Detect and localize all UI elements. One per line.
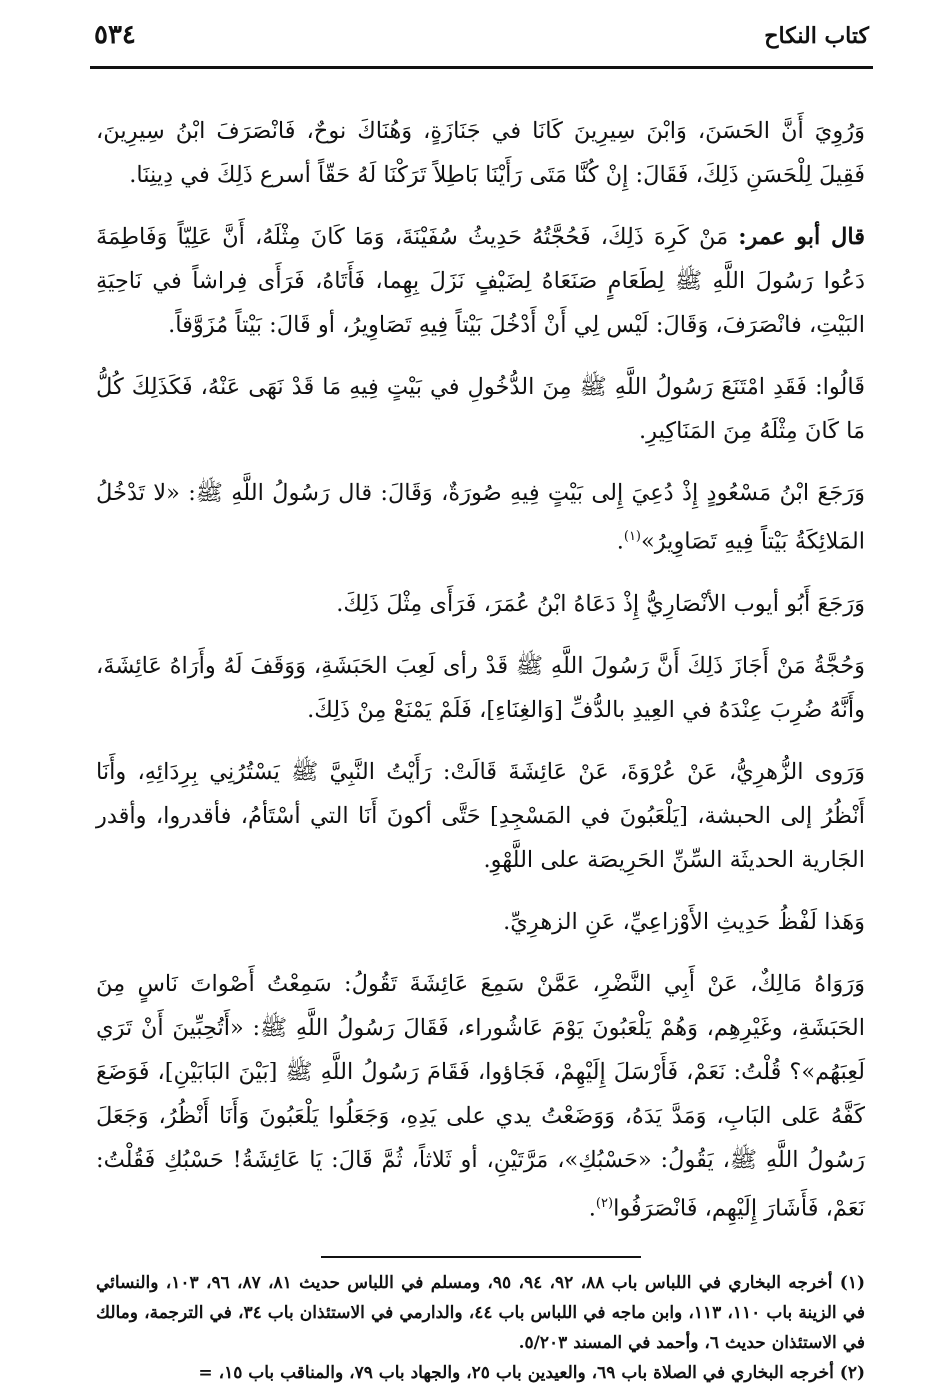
paragraph-text: وَهَذا لَفْظُ حَدِيثِ الأَوْزاعِيِّ، عَنِ الزهرِيِّ. bbox=[503, 908, 865, 935]
paragraph-3 bbox=[96, 365, 865, 453]
footnote-ref-2[interactable]: (٢) bbox=[595, 1195, 614, 1211]
footnote-2: (٢) أخرجه البخاري في الصلاة باب ٦٩، والعيدين باب ٢٥، والجهاد باب ٧٩، والمناقب باب ١٥، = bbox=[198, 1363, 865, 1383]
footnote-1: (١) أخرجه البخاري في اللباس باب ٨٨، ٩٢، ٩٤، ٩٥، ومسلم في اللباس حديث ٨١، ٨٧، ٩٦، ١٠٣، والنسائي في الزينة باب ١١٠، ١١٣، وابن ماجه في اللباس باب ٤٤، والدارمي في الاستئذان باب ٣٤، في الترجمة، ومالك في الاستئذان حديث ٦، وأحمد في المسند ٥/٢٠٣. bbox=[96, 1273, 866, 1353]
paragraph-4 bbox=[96, 471, 865, 564]
footnote-separator bbox=[321, 1256, 641, 1258]
footnote-ref-1[interactable]: (١) bbox=[623, 529, 641, 544]
main-text bbox=[96, 109, 865, 1230]
paragraph-1 bbox=[96, 109, 865, 197]
page-number: ٥٣٤ bbox=[94, 20, 136, 50]
paragraph-5 bbox=[96, 582, 865, 626]
footnotes bbox=[96, 1268, 865, 1388]
running-header bbox=[90, 20, 873, 69]
paragraph-text: قَالُوا: فَقَدِ امْتَنَعَ رَسُولُ اللَّهِ ﷺ مِنَ الدُّخُولِ في بَيْتٍ فِيهِ مَا قَدْ نَهَى عَنْهُ، فَكَذَلِكَ كُلُّ مَا كَانَ مِثْلَهُ مِنَ المَنَاكِيرِ. bbox=[96, 374, 865, 444]
paragraph-text: وَرَجَعَ أَبُو أيوب الأنْصَارِيُّ إِذْ دَعَاهُ ابْنُ عُمَرَ، فَرَأَى مِثْلَ ذَلِكَ. bbox=[336, 590, 865, 617]
paragraph-text: مَنْ كَرِهَ ذَلِكَ، فَحُجَّتُهُ حَدِيثُ سُفَيْنَةَ، وَمَا كَانَ مِثْلَهُ، أَنَّ عَلِيّاً وَفَاطِمَةَ دَعُوا رَسُولَ اللَّهِ ﷺ لِطَعَامٍ صَنَعَاهُ لِضَيْفٍ نَزَلَ بِهِما، فَأَتَاهُ، فَرَأَى فِراشاً في نَاحِيَةِ البَيْتِ، فانْصَرَفَ، وَقَالَ: لَيْس لِي أَنْ أَدْخُلَ بَيْتاً فِيهِ تَصَاوِيرُ، أو قَالَ: بَيْتاً مُزَوَّقاً. bbox=[96, 224, 865, 338]
paragraph-text: وَرَوى الزُّهرِيُّ، عَنْ عُرْوَةَ، عَنْ عَائِشَةَ قَالَتْ: رَأَيْتُ النَّبِيَّ ﷺ يَسْتُرُنِي بِرِدَائِهِ، وأَنَا أَنْظُرُ إلى الحبشة، [يَلْعَبُونَ في المَسْجِدِ] حَتَّى أكونَ أَنَا التي أسْتَأمُ، فأقدروا، وأقدر الجَارية الحديثَة السِّنِّ الحَرِيصَة على اللَّهْوِ. bbox=[96, 758, 865, 873]
paragraph-tail: . bbox=[588, 1195, 596, 1221]
paragraph-text: وَرَوَاهُ مَالِكٌ، عَنْ أَبِي النَّضْرِ، عَمَّنْ سَمِعَ عَائِشَةَ تَقُولُ: سَمِعْتُ أَصْواتَ نَاسٍ مِنَ الحَبَشَةِ، وغَيْرِهِم، وَهُمْ يَلْعَبُونَ يَوْمَ عَاشُوراء، فَقَالَ رَسُولُ اللَّهِ ﷺ: «أَتُحِبِّينَ أَنْ تَرَي لَعِبَهُم»؟ قُلْتُ: نَعَمْ، فَأَرْسَلَ إِلَيْهِمْ، فَجَاؤوا، فَقَامَ رَسُولُ اللَّهِ ﷺ [بَيْنَ البَابَيْنِ]، فَوَضَعَ كَفَّهُ عَلى البَابِ، وَمَدَّ يَدَهُ، وَوَضَعْتُ يدي على يَدِهِ، وَجَعَلُوا يَلْعَبُونَ وَأَنَا أَنْظُرُ، وَجَعَلَ رَسُولُ اللَّهِ ﷺ، يَقُولُ: «حَسْبُكِ»، مَرَّتَيْنِ، أو ثَلاثاً، ثُمَّ قَالَ: يَا عَائِشَةُ! حَسْبُكِ فَقُلْتُ: نَعَمْ، فَأَشَارَ إِلَيْهِم، فَانْصَرَفُوا bbox=[96, 970, 865, 1221]
paragraph-8 bbox=[96, 900, 865, 944]
paragraph-text: وَرَجَعَ ابْنُ مَسْعُودٍ إِذْ دُعِيَ إِلى بَيْتٍ فِيهِ صُورَةٌ، وَقَالَ: قال رَسُولُ اللَّهِ ﷺ: «لا تَدْخُلُ المَلائِكَةُ بَيْتاً فِيهِ تَصَاوِيرُ» bbox=[96, 480, 865, 555]
running-title: كتاب النكاح bbox=[764, 23, 869, 49]
paragraph-text: وَرُوِيَ أَنَّ الحَسَنَ، وَابْنَ سِيرِينَ كَانَا في جَنَازَةٍ، وَهُنَاكَ نوحٌ، فَانْصَرَفَ ابْنُ سِيرِينَ، فَقِيلَ لِلْحَسَنِ ذَلِكَ، فَقَالَ: إِنْ كُنَّا مَتَى رَأَيْنَا بَاطِلاً تَرَكْنَا لَهُ حَقّاً أسرع ذَلِكَ في دِينِنَا. bbox=[96, 118, 865, 188]
paragraph-text: وَحُجَّةُ مَنْ أَجَازَ ذَلِكَ أَنَّ رَسُولَ اللَّهِ ﷺ قَدْ رأى لَعِبَ الحَبَشَةِ، وَوَقَفَ لَهُ وأَرَاهُ عَائِشَةَ، وأَنَّهُ ضُرِبَ عِنْدَهُ في العِيدِ بالدُّفِّ [وَالغِنَاءِ]، فَلَمْ يَمْنَعْ مِنْ ذَلِكَ. bbox=[96, 652, 865, 723]
footnote-separator-wrap bbox=[96, 1256, 865, 1258]
paragraph-9 bbox=[96, 962, 865, 1231]
paragraph-7 bbox=[96, 750, 865, 882]
paragraph-tail: . bbox=[616, 528, 624, 555]
paragraph-6 bbox=[96, 644, 865, 732]
paragraph-2 bbox=[96, 215, 865, 347]
paragraph-lead: قال أبو عمر: bbox=[738, 224, 865, 250]
